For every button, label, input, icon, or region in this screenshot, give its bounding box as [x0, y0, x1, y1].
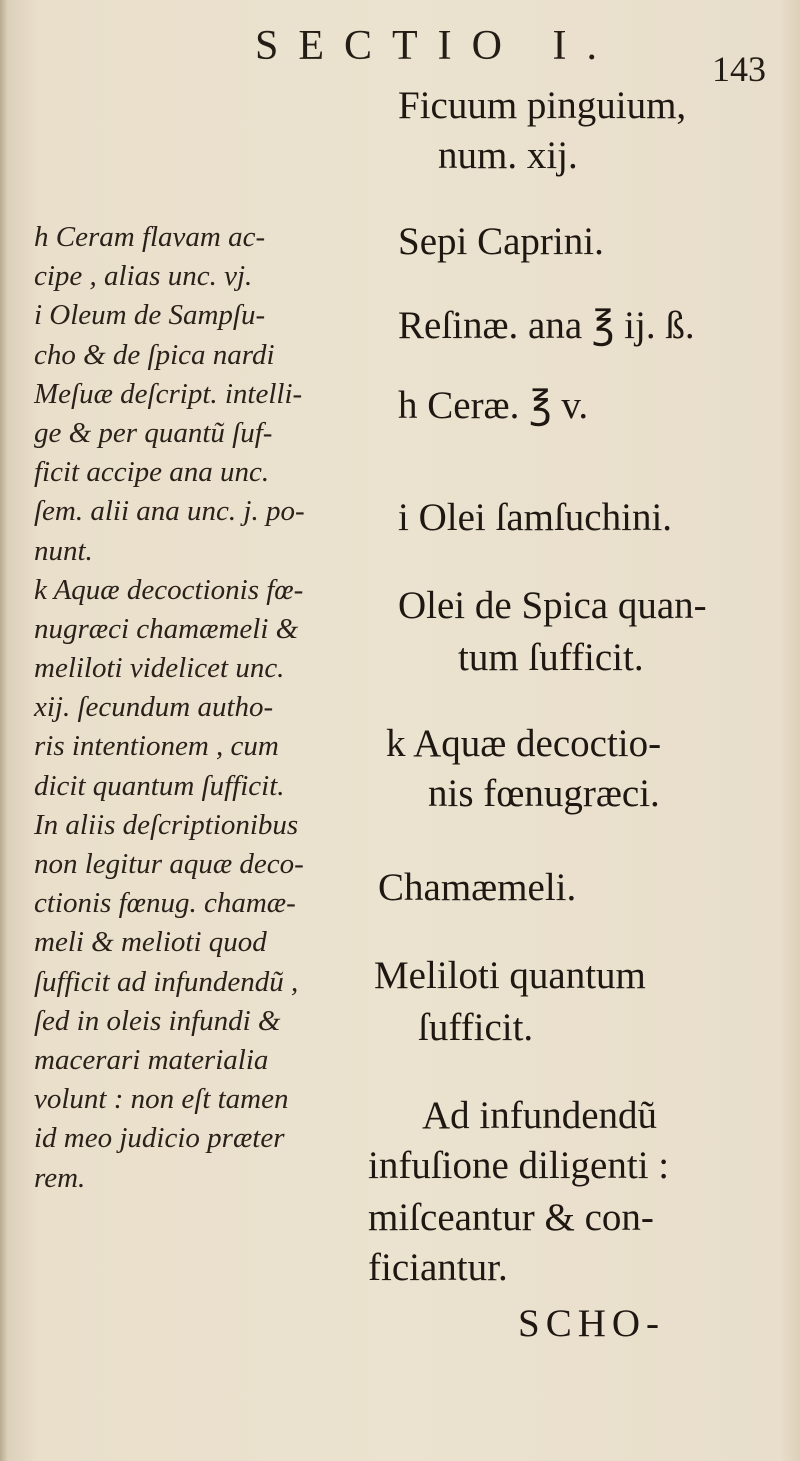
- commentary-line: meliloti videlicet unc.: [34, 652, 285, 685]
- recipe-line: ficiantur.: [368, 1246, 508, 1289]
- recipe-line: Ficuum pinguium,: [398, 84, 687, 127]
- recipe-line: Reſinæ. ana ℥ ij. ß.: [398, 304, 695, 347]
- commentary-line: macerari materialia: [34, 1043, 269, 1076]
- recipe-line: Olei de Spica quan-: [398, 584, 707, 627]
- commentary-line: cipe , alias unc. vj.: [34, 260, 253, 293]
- commentary-line: ficit accipe ana unc.: [34, 456, 270, 489]
- commentary-line: volunt : non eſt tamen: [34, 1083, 289, 1116]
- commentary-line: id meo judicio præter: [34, 1122, 285, 1155]
- recipe-line: k Aquæ decoctio-: [386, 722, 662, 765]
- commentary-line: cho & de ſpica nardi: [34, 338, 275, 371]
- recipe-line: Ad infundendũ: [422, 1094, 658, 1137]
- recipe-line: miſceantur & con-: [368, 1196, 654, 1239]
- commentary-line: k Aquæ decoctionis fœ-: [34, 573, 304, 606]
- page-gutter-edge: [0, 0, 8, 1461]
- commentary-line: ris intentionem , cum: [34, 730, 279, 763]
- catchword: SCHO-: [518, 1302, 666, 1345]
- recipe-line: tum ſufficit.: [458, 636, 644, 679]
- commentary-line: rem.: [34, 1161, 86, 1194]
- commentary-line: dicit quantum ſufficit.: [34, 769, 285, 802]
- commentary-line: In aliis deſcriptionibus: [34, 808, 299, 841]
- running-title: SECTIO I.: [255, 23, 617, 69]
- recipe-line: infuſione diligenti :: [368, 1144, 670, 1187]
- recipe-line: Sepi Caprini.: [398, 220, 604, 263]
- recipe-line: h Ceræ. ℥ v.: [398, 384, 589, 427]
- commentary-line: non legitur aquæ deco-: [34, 848, 304, 880]
- recipe-line: ſufficit.: [418, 1006, 534, 1049]
- recipe-line: i Olei ſamſuchini.: [398, 496, 673, 539]
- commentary-line: xij. ſecundum autho-: [34, 691, 274, 724]
- commentary-line: h Ceram flavam ac-: [34, 221, 266, 253]
- commentary-line: nunt.: [34, 534, 93, 567]
- recipe-line: num. xij.: [438, 134, 578, 177]
- commentary-line: nugræci chamæmeli &: [34, 612, 299, 645]
- commentary-line: meli & melioti quod: [34, 926, 267, 959]
- commentary-line: ſed in oleis infundi &: [34, 1004, 281, 1037]
- commentary-line: ge & per quantũ ſuf-: [34, 416, 273, 449]
- page-number: 143: [712, 49, 766, 89]
- commentary-line: ſufficit ad infundendũ ,: [34, 965, 299, 998]
- recipe-line: Meliloti quantum: [374, 954, 646, 997]
- commentary-line: ctionis fœnug. chamæ-: [34, 887, 296, 920]
- commentary-line: i Oleum de Sampſu-: [34, 299, 266, 332]
- commentary-line: Meſuæ deſcript. intelli-: [34, 377, 303, 410]
- recipe-line: nis fœnugræci.: [428, 772, 660, 815]
- recipe-line: Chamæmeli.: [378, 866, 577, 909]
- commentary-line: ſem. alii ana unc. j. po-: [34, 495, 305, 528]
- left-commentary-column: [34, 218, 374, 1198]
